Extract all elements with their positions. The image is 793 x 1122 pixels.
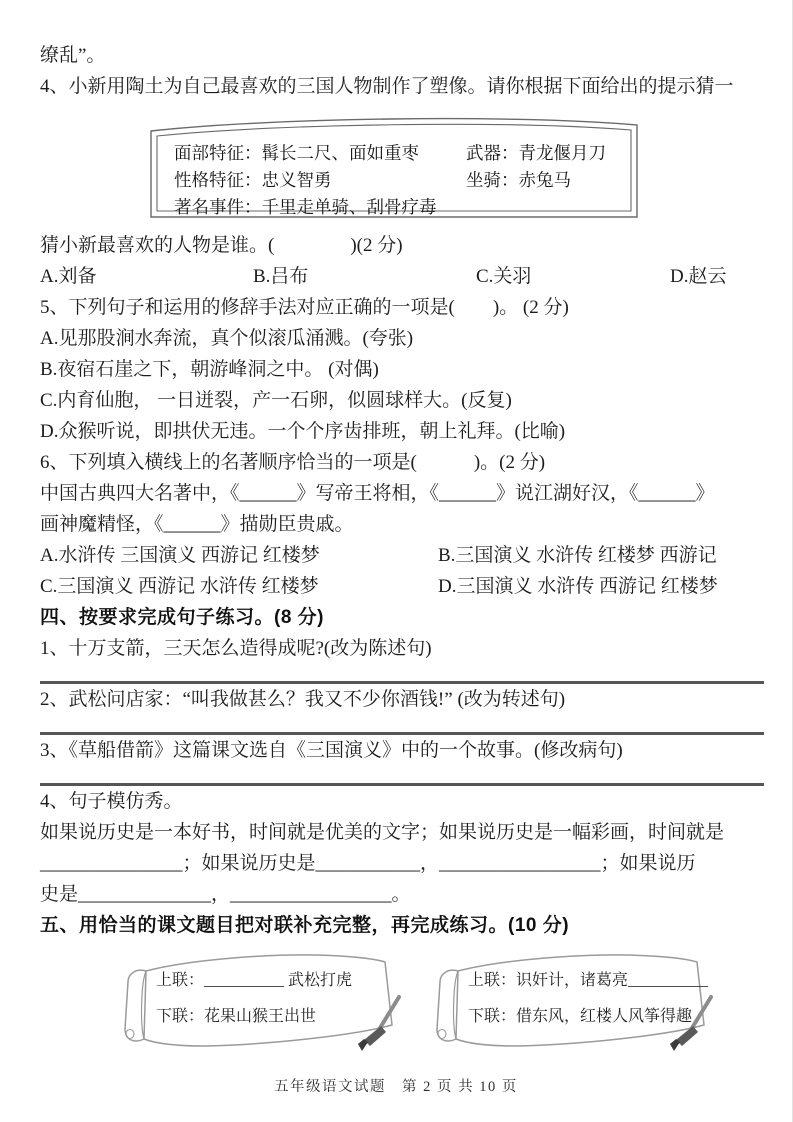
page-footer: 五年级语文试题 第 2 页 共 10 页 — [274, 1079, 518, 1095]
question-6-stem: 6、下列填入横线上的名著顺序恰当的一项是( )。(2 分) — [40, 452, 546, 473]
q6-option-d: D.三国演义 水浒传 西游记 红楼梦 — [438, 576, 718, 597]
q5-option-b: B.夜宿石崖之下，朝游峰洞之中。 (对偶) — [40, 359, 379, 380]
question-4-intro: 4、小新用陶土为自己最喜欢的三国人物制作了塑像。请你根据下面给出的提示猜一 — [40, 76, 734, 97]
hint-box-left-column — [174, 140, 437, 221]
hint-row-weapon: 武器：青龙偃月刀 — [466, 143, 606, 163]
q6-fill-line-1: 中国古典四大名著中，《______》写帝王将相，《______》说江湖好汉，《______》 — [40, 483, 715, 504]
q6-options-row-1 — [40, 540, 764, 571]
left-scroll-lower-line: 下联：花果山猴王出世 — [156, 1008, 317, 1025]
section4-item-4-line-3: 史是______________，_________________。 — [40, 884, 411, 905]
section4-item-1: 1、十万支箭，三天怎么造得成呢?(改为陈述句) — [40, 638, 432, 659]
q5-option-c: C.内育仙胞， 一日迸裂，产一石卵，似圆球样大。(反复) — [40, 390, 512, 411]
hint-row-personality: 性格特征：忠义智勇 — [174, 170, 332, 190]
q4-option-a: A.刘备 — [40, 266, 97, 287]
section-5-title: 五、用恰当的课文题目把对联补充完整，再完成练习。(10 分) — [40, 915, 570, 936]
q5-option-a: A.见那股涧水奔流，真个似滚瓜涌溅。(夸张) — [40, 328, 414, 349]
left-scroll-upper-line: 上联：__________ 武松打虎 — [156, 972, 353, 989]
carryover-text: 缭乱”。 — [40, 45, 106, 66]
q6-option-b: B.三国演义 水浒传 红楼梦 西游记 — [438, 545, 717, 566]
section-4-title: 四、按要求完成句子练习。(8 分) — [40, 607, 325, 628]
right-scroll-upper-line: 上联：识奸计，诸葛亮__________ — [468, 972, 709, 989]
section4-item-2: 2、武松问店家：“叫我做甚么？我又不少你酒钱!” (改为转述句) — [40, 689, 566, 710]
scroll-banner-graphic — [112, 947, 408, 1051]
section4-item-3: 3、《草船借箭》这篇课文选自《三国演义》中的一个故事。(修改病句) — [40, 740, 623, 761]
hint-box-right-column — [466, 140, 606, 194]
q6-option-a: A.水浒传 三国演义 西游记 红楼梦 — [40, 545, 320, 566]
right-scroll-lower-line: 下联：借东风，红楼人风筝得趣 — [468, 1008, 693, 1025]
q6-option-c: C.三国演义 西游记 水浒传 红楼梦 — [40, 576, 319, 597]
question-5-stem: 5、下列句子和运用的修辞手法对应正确的一项是( )。 (2 分) — [40, 297, 569, 318]
couplet-scroll-right — [424, 947, 720, 1051]
hint-row-events: 著名事件：千里走单骑、刮骨疗毒 — [174, 197, 437, 217]
couplet-scroll-left — [112, 947, 408, 1051]
section4-item-4-line-2: _______________；如果说历史是___________，_________________；如果说历 — [40, 853, 696, 874]
section4-item-4-line-1: 如果说历史是一本好书，时间就是优美的文字；如果说历史是一幅彩画，时间就是 — [40, 822, 725, 843]
section4-item-4-title: 4、句子模仿秀。 — [40, 791, 183, 812]
question-4-options-row — [40, 261, 764, 292]
q6-options-row-2 — [40, 571, 764, 602]
writing-brush-icon — [358, 997, 399, 1051]
hint-row-mount: 坐骑：赤兔马 — [466, 170, 571, 190]
q6-fill-line-2: 画神魔精怪，《______》描勋臣贵戚。 — [40, 514, 354, 535]
couplet-scrolls-row — [112, 947, 764, 1051]
scroll-banner-graphic — [424, 947, 720, 1051]
q5-option-d: D.众猴听说，即拱伏无违。一个个序齿排班，朝上礼拜。(比喻) — [40, 421, 566, 442]
question-4-stem: 猜小新最喜欢的人物是谁。( )(2 分) — [40, 235, 403, 256]
q4-option-b: B.吕布 — [253, 266, 309, 287]
q4-option-d: D.赵云 — [670, 266, 727, 287]
hint-row-face: 面部特征：髯长二尺、面如重枣 — [174, 143, 419, 163]
q4-option-c: C.关羽 — [476, 266, 532, 287]
character-hint-box — [148, 114, 640, 220]
